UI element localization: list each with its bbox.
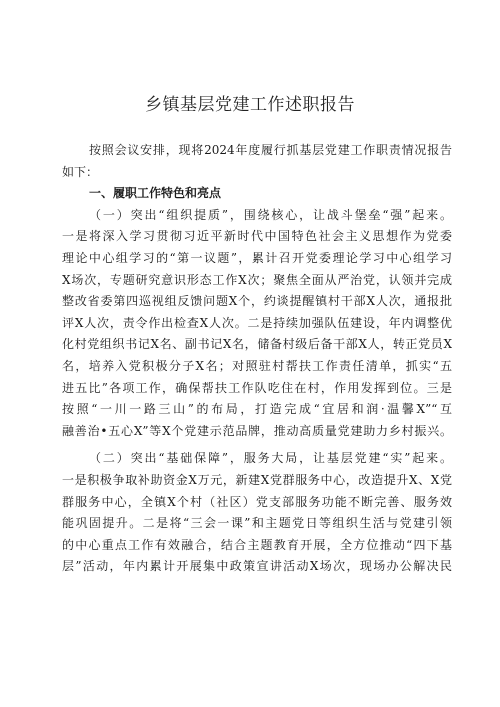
intro-line: 按照会议安排，现将2024年度履行抓基层党建工作职责情况报告 [89, 143, 452, 157]
paragraph-line: 评X人次，责令作出检查X人次。二是持续加强队伍建设，年内调整优 [62, 315, 452, 330]
paragraph-line: 进五比”各项工作，确保帮扶工作队吃住在村，作用发挥到位。三是 [62, 380, 452, 395]
section-heading: 一、履职工作特色和亮点 [89, 186, 222, 201]
paragraph-line: 融善治•五心X”等X个党建示范品牌，推动高质量党建助力乡村振兴。 [62, 423, 452, 438]
paragraph-line: 一是积极争取补助资金X万元，新建X党群服务中心，改造提升X、X党 [62, 472, 452, 487]
paragraph-line: 能巩固提升。二是将“三会一课”和主题党日等组织生活与党建引领 [62, 516, 452, 531]
paragraph-line: 理论中心组学习的“第一议题”，累计召开党委理论学习中心组学习 [62, 250, 452, 265]
paragraph-line: （一）突出“组织提质”，围绕核心，让战斗堡垒“强”起来。 [89, 207, 452, 222]
paragraph-line: 化村党组织书记X名、副书记X名，储备村级后备干部X人，转正党员X [62, 337, 452, 352]
page-title: 乡镇基层党建工作述职报告 [145, 95, 355, 115]
intro-line: 如下： [62, 164, 99, 179]
paragraph-line: 按照“一川一路三山”的布局，打造完成“宜居和润·温馨X”“互 [62, 402, 452, 417]
document-body [62, 140, 452, 578]
paragraph-line: 整改省委第四巡视组反馈问题X个，约谈提醒镇村干部X人次，通报批 [62, 294, 452, 309]
paragraph-line: X场次，专题研究意识形态工作X次；聚焦全面从严治党，认领并完成 [62, 272, 452, 287]
paragraph-line: （二）突出“基础保障”，服务大局，让基层党建“实”起来。 [89, 451, 452, 466]
paragraph-line: 群服务中心，全镇X个村（社区）党支部服务功能不断完善、服务效 [62, 494, 452, 509]
paragraph-line: 名，培养入党积极分子X名；对照驻村帮扶工作责任清单，抓实“五 [62, 358, 452, 373]
paragraph-line: 一是将深入学习贯彻习近平新时代中国特色社会主义思想作为党委 [62, 229, 452, 244]
paragraph-line: 层”活动，年内累计开展集中政策宣讲活动X场次，现场办公解决民 [62, 559, 452, 574]
paragraph-line: 的中心重点工作有效融合，结合主题教育开展，全方位推动“四下基 [62, 537, 452, 552]
